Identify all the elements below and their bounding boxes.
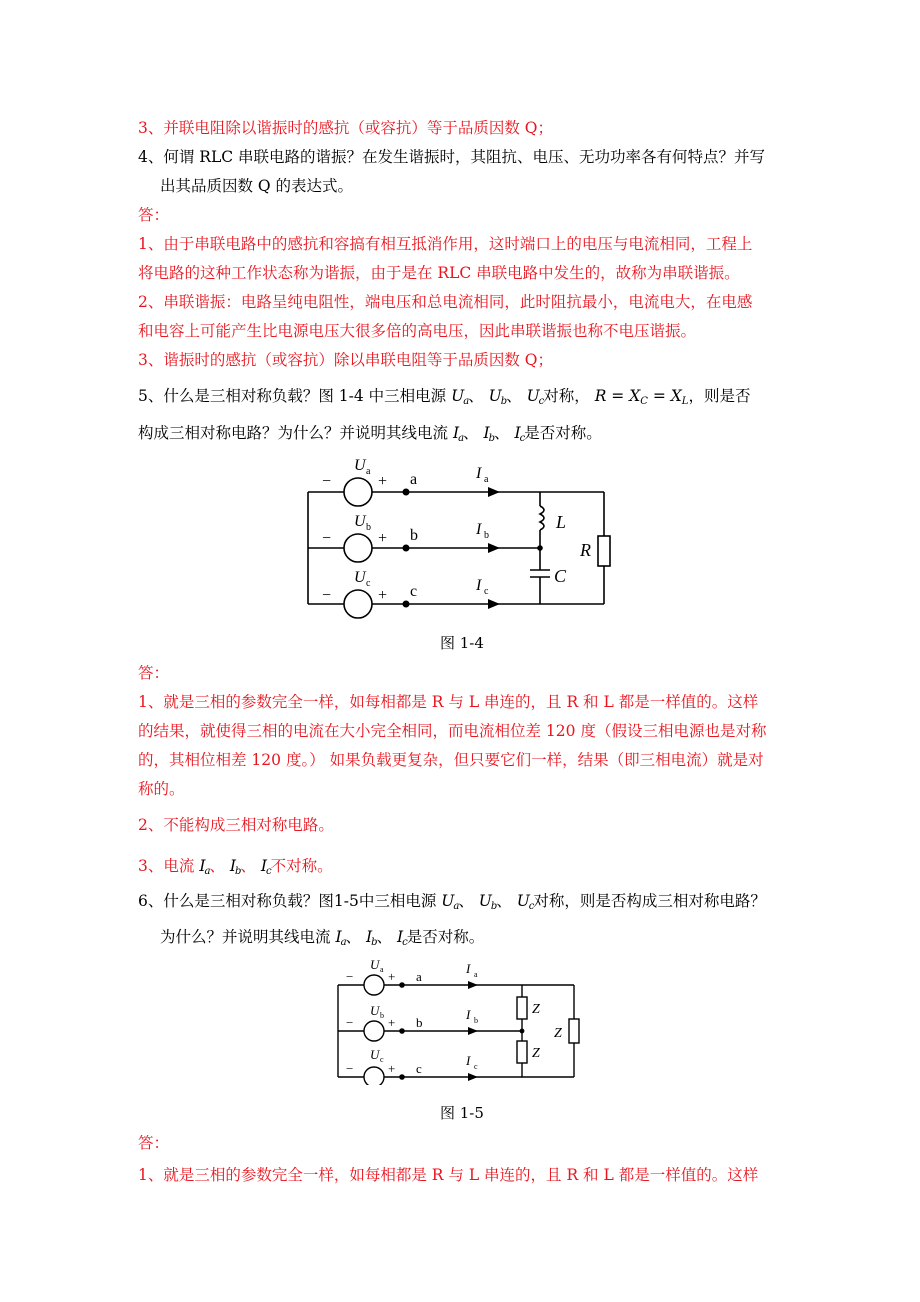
phasor-ib-q6: $I_b$: [366, 928, 377, 948]
question-5-cont: 构成三相对称电路？为什么？并说明其线电流 $I_a$、 $I_b$、 $I_c$是否对称。: [138, 424, 602, 444]
svg-text:a: a: [366, 466, 371, 477]
phasor-ub: $U_b$: [488, 387, 507, 407]
svg-text:b: b: [484, 530, 489, 541]
figure-caption-1-5: 图 1-5: [440, 1104, 484, 1122]
svg-text:U: U: [370, 957, 380, 972]
answer-5-1-cont-a: 的结果，就使得三相的电流在大小完全相同，而电流相位差 120 度（假设三相电源也是对称: [138, 722, 767, 740]
svg-text:I: I: [466, 1007, 471, 1022]
svg-text:U: U: [354, 569, 366, 586]
svg-text:R: R: [580, 540, 591, 560]
circuit-figure-1-5: [330, 955, 590, 1085]
phasor-ic: $I_c$: [514, 424, 525, 444]
svg-text:I: I: [476, 521, 482, 538]
svg-text:c: c: [380, 1055, 384, 1064]
svg-text:I: I: [476, 465, 482, 482]
svg-text:+: +: [388, 969, 396, 984]
svg-text:−: −: [346, 969, 354, 984]
answer-5-1-cont-c: 称的。: [138, 780, 185, 798]
svg-text:−: −: [346, 1061, 354, 1076]
svg-text:U: U: [354, 457, 366, 474]
svg-text:a: a: [416, 969, 422, 984]
svg-text:b: b: [366, 522, 371, 533]
svg-text:C: C: [554, 566, 567, 586]
svg-text:c: c: [474, 1062, 478, 1071]
svg-text:+: +: [388, 1061, 396, 1076]
answer-label-5: 答：: [138, 664, 170, 682]
answer-label-6: 答：: [138, 1134, 170, 1152]
svg-text:−: −: [322, 473, 332, 490]
answer-4-1: 1、由于串联电路中的感抗和容搞有相互抵消作用，这时端口上的电压与电流相同，工程上: [138, 235, 753, 253]
answer-4-3: 3、谐振时的感抗（或容抗）除以串联电阻等于品质因数 Q；: [138, 351, 553, 369]
answer-5-3: 3、电流 $I_a$、 $I_b$、 $I_c$不对称。: [138, 857, 333, 877]
answer-5-1-cont-b: 的，其相位相差 120 度。） 如果负载更复杂，但只要它们一样，结果（即三相电流）就是对: [138, 751, 764, 769]
answer-4-2-cont: 和电容上可能产生比电源电压大很多倍的高电压，因此串联谐振也称不电压谐振。: [138, 322, 697, 340]
answer-4-1-cont: 将电路的这种工作状态称为谐振，由于是在 RLC 串联电路中发生的，故称为串联谐振。: [138, 264, 740, 282]
svg-text:b: b: [474, 1016, 478, 1025]
answer-5-1: 1、就是三相的参数完全一样，如每相都是 R 与 L 串连的，且 R 和 L 都是一样值的。这样: [138, 693, 759, 711]
svg-text:b: b: [410, 527, 418, 544]
equation: $R = X_C = X_L$: [594, 387, 689, 407]
circuit-figure-1-4: [300, 450, 630, 620]
svg-text:+: +: [378, 473, 388, 490]
figure-caption-1-4: 图 1-4: [440, 634, 484, 652]
phasor-ia-q6: $I_a$: [335, 928, 346, 948]
answer-label: 答：: [138, 206, 170, 224]
phasor-ia-ans: $I_a$: [199, 857, 210, 877]
answer-4-2: 2、串联谐振：电路呈纯电阻性，端电压和总电流相同，此时阻抗最小，电流电大，在电感: [138, 293, 753, 311]
question-4: 4、何谓 RLC 串联电路的谐振？在发生谐振时，其阻抗、电压、无功功率各有何特点？并写: [138, 148, 766, 166]
svg-text:a: a: [484, 474, 489, 485]
svg-text:U: U: [354, 513, 366, 530]
svg-text:a: a: [474, 970, 478, 979]
answer-6-1: 1、就是三相的参数完全一样，如每相都是 R 与 L 串连的，且 R 和 L 都是一样值的。这样: [138, 1166, 759, 1184]
svg-text:b: b: [380, 1011, 384, 1020]
svg-text:Z: Z: [532, 1046, 540, 1061]
svg-text:a: a: [410, 471, 418, 488]
question-5: 5、什么是三相对称负载？图 1-4 中三相电源 $U_a$、 $U_b$、 $U_c$对称， $R = X_C = X_L$，则是否: [138, 387, 751, 407]
svg-text:c: c: [484, 586, 489, 597]
svg-text:I: I: [466, 961, 471, 976]
svg-text:c: c: [416, 1061, 422, 1076]
svg-text:+: +: [378, 530, 388, 547]
question-6: 6、什么是三相对称负载？图1-5中三相电源 $U_a$、 $U_b$、 $U_c$对称，则是否构成三相对称电路？: [138, 892, 766, 912]
svg-text:+: +: [378, 587, 388, 604]
q5-text-a: 5、什么是三相对称负载？图 1-4 中三相电源: [138, 387, 447, 405]
svg-text:I: I: [466, 1053, 471, 1068]
svg-text:L: L: [556, 512, 567, 532]
svg-text:b: b: [416, 1015, 423, 1030]
svg-text:−: −: [322, 530, 332, 547]
svg-text:Z: Z: [532, 1002, 540, 1017]
phasor-ib: $I_b$: [483, 424, 495, 444]
question-4-cont: 出其品质因数 Q 的表达式。: [160, 177, 354, 195]
phasor-ic-q6: $I_c$: [396, 928, 407, 948]
phasor-ub-q6: $U_b$: [478, 892, 497, 912]
phasor-ua-q6: $U_a$: [441, 892, 459, 912]
svg-text:c: c: [366, 578, 371, 589]
phasor-ib-ans: $I_b$: [229, 857, 241, 877]
phasor-uc: $U_c$: [526, 387, 544, 407]
phasor-ua: $U_a$: [451, 387, 469, 407]
svg-text:U: U: [370, 1003, 380, 1018]
question-6-cont: 为什么？并说明其线电流 $I_a$、 $I_b$、 $I_c$是否对称。: [160, 928, 485, 948]
svg-text:−: −: [346, 1015, 354, 1030]
svg-text:U: U: [370, 1047, 380, 1062]
phasor-uc-q6: $U_c$: [516, 892, 534, 912]
svg-text:c: c: [410, 583, 418, 600]
para-parallel-q: 3、并联电阻除以谐振时的感抗（或容抗）等于品质因数 Q；: [138, 119, 553, 137]
svg-text:a: a: [380, 965, 384, 974]
answer-5-2: 2、不能构成三相对称电路。: [138, 816, 334, 834]
phasor-ia: $I_a$: [452, 424, 464, 444]
svg-text:Z: Z: [554, 1026, 562, 1041]
svg-text:I: I: [476, 577, 482, 594]
svg-text:−: −: [322, 587, 332, 604]
phasor-ic-ans: $I_c$: [260, 857, 271, 877]
svg-text:+: +: [388, 1015, 396, 1030]
